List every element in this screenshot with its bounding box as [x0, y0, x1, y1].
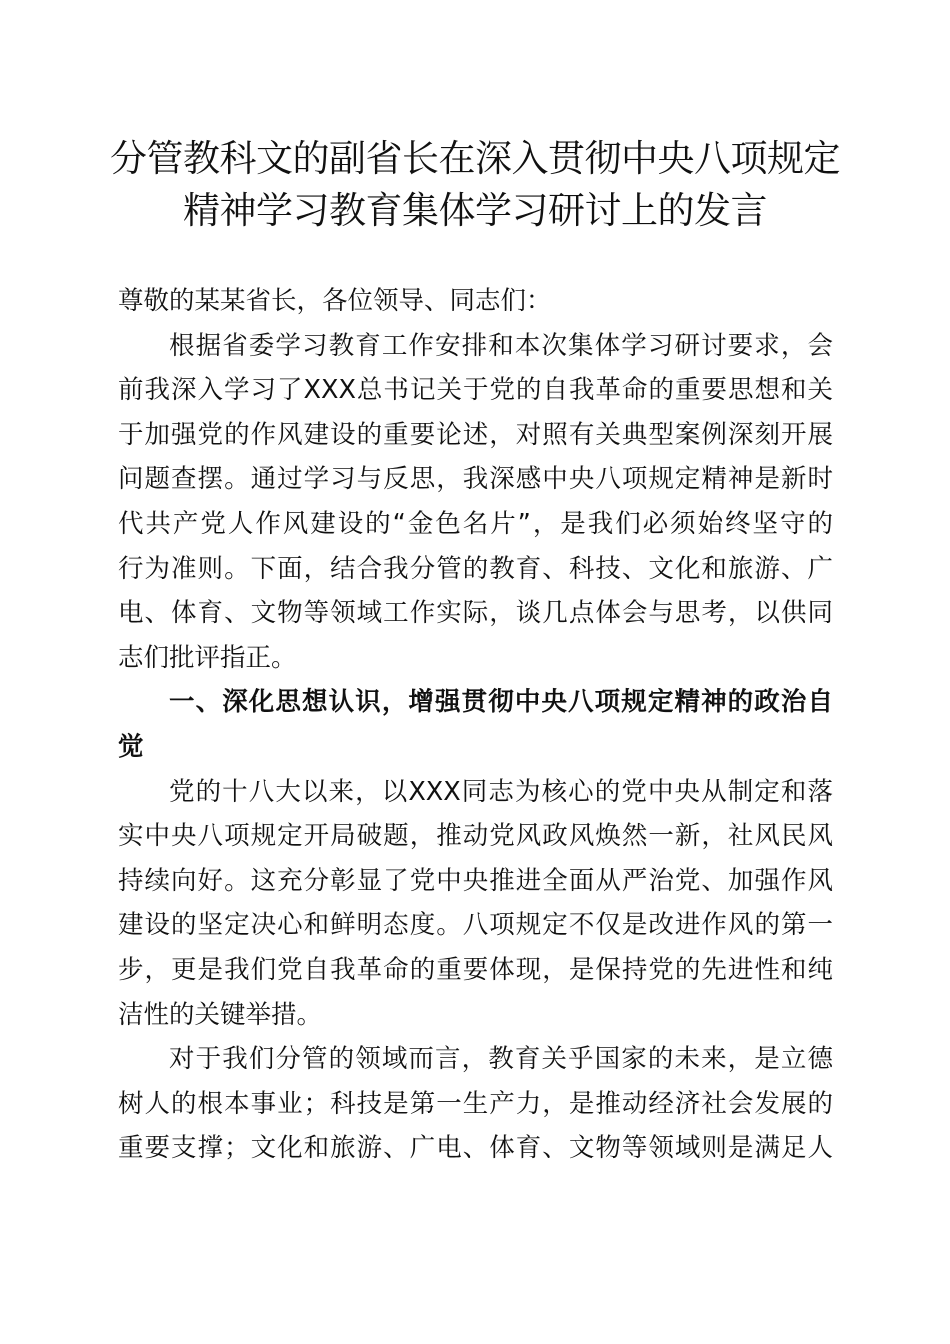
paragraph-line: 党的十八大以来，以XXX同志为核心的党中央从制定和落	[169, 776, 833, 807]
document-title	[100, 133, 850, 237]
paragraph-line: 代共产党人作风建设的“金色名片”，是我们必须始终坚守的	[118, 508, 833, 539]
paragraph-line: 树人的根本事业；科技是第一生产力，是推动经济社会发展的	[118, 1088, 833, 1119]
paragraph-line: 实中央八项规定开局破题，推动党风政风焕然一新，社风民风	[118, 821, 833, 852]
paragraph-line: 重要支撑；文化和旅游、广电、体育、文物等领域则是满足人	[118, 1133, 833, 1164]
paragraph-line: 电、体育、文物等领域工作实际，谈几点体会与思考，以供同	[118, 598, 833, 629]
paragraph-line: 行为准则。下面，结合我分管的教育、科技、文化和旅游、广	[118, 553, 833, 584]
paragraph-line: 志们批评指正。	[118, 642, 297, 673]
paragraph-line: 问题查摆。通过学习与反思，我深感中央八项规定精神是新时	[118, 464, 833, 495]
paragraph-line: 持续向好。这充分彰显了党中央推进全面从严治党、加强作风	[118, 865, 833, 896]
paragraph-line: 根据省委学习教育工作安排和本次集体学习研讨要求，会	[169, 330, 833, 361]
paragraph-line: 建设的坚定决心和鲜明态度。八项规定不仅是改进作风的第一	[118, 910, 833, 941]
paragraph-line: 于加强党的作风建设的重要论述，对照有关典型案例深刻开展	[118, 419, 833, 450]
title-line: 精神学习教育集体学习研讨上的发言	[183, 189, 767, 232]
paragraph-line: 前我深入学习了XXX总书记关于党的自我革命的重要思想和关	[118, 375, 833, 406]
section-heading-line: 觉	[118, 731, 144, 762]
paragraph-line: 洁性的关键举措。	[118, 999, 323, 1030]
paragraph-line: 对于我们分管的领域而言，教育关乎国家的未来，是立德	[169, 1044, 833, 1075]
paragraph-line: 尊敬的某某省长，各位领导、同志们：	[118, 286, 552, 316]
section-heading-line: 一、深化思想认识，增强贯彻中央八项规定精神的政治自	[169, 687, 833, 718]
title-line: 分管教科文的副省长在深入贯彻中央八项规定	[110, 137, 840, 180]
document-body	[118, 279, 833, 1171]
paragraph-line: 步，更是我们党自我革命的重要体现，是保持党的先进性和纯	[118, 954, 833, 985]
